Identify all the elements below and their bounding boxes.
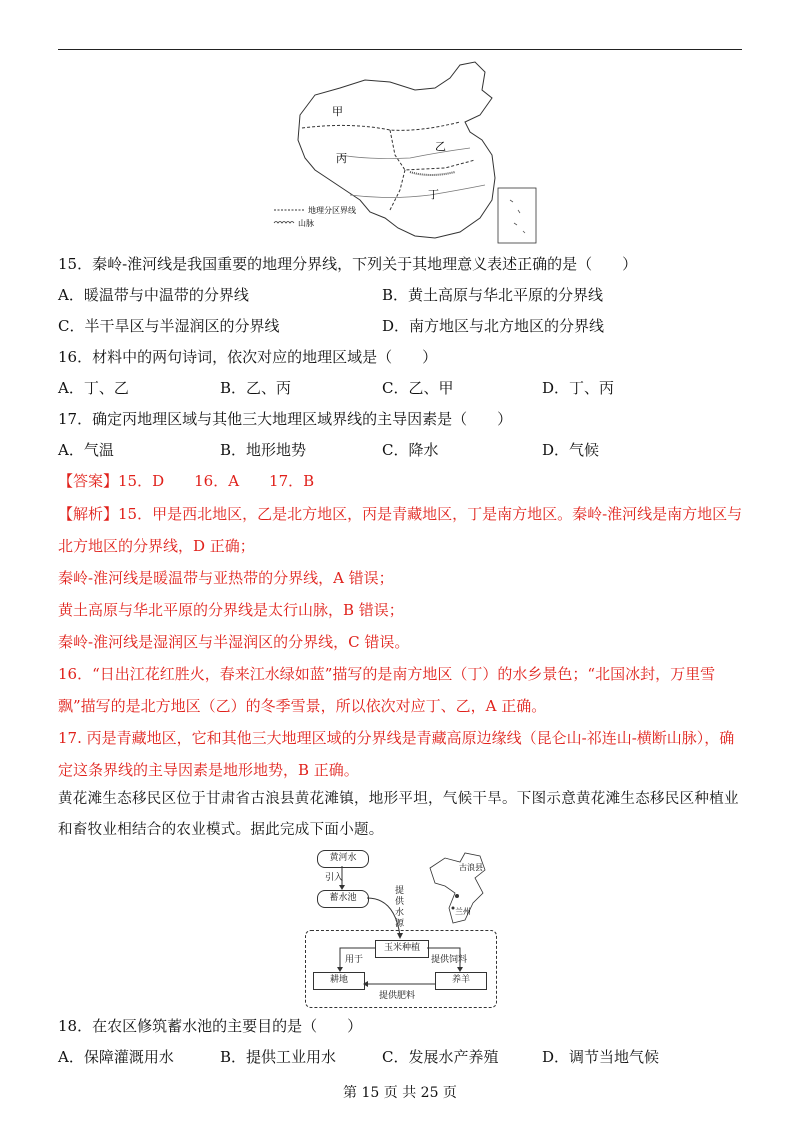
manure-label: 提供肥料 [379, 991, 416, 1001]
gansu-locator-map [425, 848, 505, 928]
china-region-map [270, 60, 550, 250]
analysis-paragraph-4: 秦岭-淮河线是湿润区与半湿润区的分界线，C 错误。 [58, 633, 410, 651]
q16-option-b: B．乙、丙 [220, 379, 292, 397]
answer-line: 【答案】15．D 16．A 17．B [58, 472, 315, 490]
legend-mountain-label: 山脉 [298, 219, 314, 228]
q17-option-b: B．地形地势 [220, 441, 307, 459]
river-1 [340, 148, 470, 159]
agriculture-mode-diagram [305, 848, 500, 1008]
south-sea-inset [498, 188, 536, 243]
yongyu-label: 用于 [345, 955, 364, 965]
map-label-ding: 丁 [428, 188, 439, 201]
reservoir-box: 蓄水池 [317, 890, 369, 908]
page-footer: 第 15 页 共 25 页 [343, 1085, 457, 1101]
analysis-paragraph-1: 【解析】15．甲是西北地区，乙是北方地区，丙是青藏地区，丁是南方地区。秦岭-淮河线是南方地区与北方地区的分界线，D 正确； [58, 505, 743, 555]
yellow-river-box: 黄河水 [317, 850, 369, 868]
q18-option-a: A．保障灌溉用水 [58, 1048, 174, 1066]
q15-option-b: B．黄土高原与华北平原的分界线 [382, 286, 604, 304]
q18-option-d: D．调节当地气候 [542, 1048, 660, 1066]
q18-stem: 18．在农区修筑蓄水池的主要目的是（ ） [58, 1017, 363, 1035]
farmland-box: 耕地 [313, 972, 365, 990]
lanzhou-label: 兰州 [455, 907, 471, 916]
analysis-paragraph-3: 黄土高原与华北平原的分界线是太行山脉，B 错误； [58, 601, 404, 619]
intro-paragraph: 黄花滩生态移民区位于甘肃省古浪县黄花滩镇，地形平坦，气候干旱。下图示意黄花滩生态移民区种植业和畜牧业相结合的农业模式。据此完成下面小题。 [58, 791, 739, 838]
q17-stem: 17．确定丙地理区域与其他三大地理区域界线的主导因素是（ ） [58, 410, 513, 428]
region-boundary-3 [390, 170, 405, 210]
analysis-paragraph-5: 16．“日出江花红胜火，春来江水绿如蓝”描写的是南方地区（丁）的水乡景色；“北国冰封，万里雪飘”描写的是北方地区（乙）的冬季雪景，所以依次对应丁、乙，A 正确。 [58, 665, 716, 715]
q17-option-a: A．气温 [58, 441, 114, 459]
region-boundary-2 [390, 130, 475, 170]
legend-dashed-label: 地理分区界线 [308, 206, 356, 215]
q15-option-c: C．半干旱区与半湿润区的分界线 [58, 317, 280, 335]
analysis-paragraph-2: 秦岭-淮河线是暖温带与亚热带的分界线，A 错误； [58, 569, 394, 587]
river-2 [350, 185, 485, 198]
map-label-jia: 甲 [332, 105, 343, 118]
header-rule [58, 49, 742, 50]
q15-option-d: D．南方地区与北方地区的分界线 [382, 317, 605, 335]
qinling-huaihe-mountain [410, 172, 455, 175]
q15-stem: 15．秦岭-淮河线是我国重要的地理分界线，下列关于其地理意义表述正确的是（ ） [58, 255, 638, 273]
q18-option-b: B．提供工业用水 [220, 1048, 337, 1066]
supply-label: 提供水源 [395, 886, 405, 929]
gulang-label: 古浪县 [459, 863, 483, 872]
sheep-box: 养羊 [435, 972, 487, 990]
q17-option-c: C．降水 [382, 441, 439, 459]
analysis-paragraph-6: 17. 丙是青藏地区，它和其他三大地理区域的分界线是青藏高原边缘线（昆仑山-祁连山-横断山脉），确定这条界线的主导因素是地形地势，B 正确。 [58, 729, 735, 779]
q16-option-d: D．丁、丙 [542, 379, 615, 397]
feed-label: 提供饲料 [431, 955, 468, 965]
q16-stem: 16．材料中的两句诗词，依次对应的地理区域是（ ） [58, 348, 438, 366]
map-label-yi: 乙 [435, 140, 446, 153]
q18-option-c: C．发展水产养殖 [382, 1048, 499, 1066]
map-label-bing: 丙 [336, 152, 347, 165]
q17-option-d: D．气候 [542, 441, 600, 459]
region-boundary-1 [302, 122, 460, 130]
corn-box: 玉米种植 [375, 940, 429, 958]
q15-option-a: A．暖温带与中温带的分界线 [58, 286, 249, 304]
q16-option-a: A．丁、乙 [58, 379, 129, 397]
q16-option-c: C．乙、甲 [382, 379, 454, 397]
yinru-label: 引入 [325, 873, 344, 883]
